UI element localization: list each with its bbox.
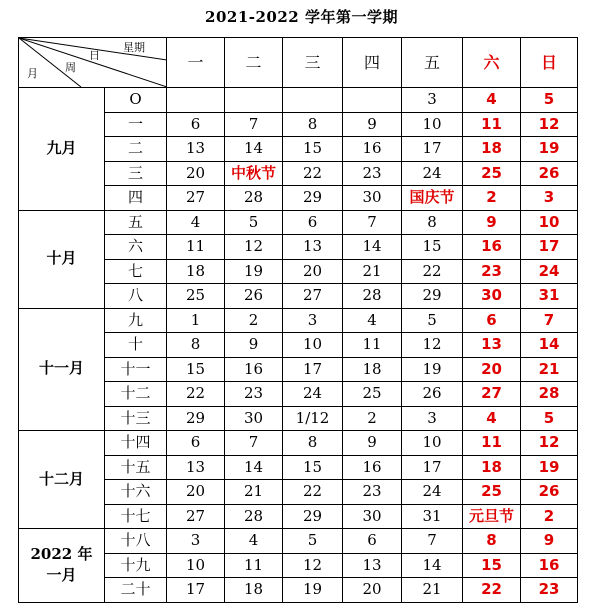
date-cell: 26	[225, 284, 283, 309]
date-cell	[343, 88, 402, 113]
date-cell: 10	[402, 112, 463, 137]
weekend-date-cell: 9	[463, 210, 521, 235]
date-cell: 10	[167, 553, 225, 578]
date-cell: 22	[283, 161, 343, 186]
date-cell: 7	[402, 529, 463, 554]
holiday-label: 国庆节	[402, 186, 463, 211]
corner-label-week: 周	[65, 61, 76, 74]
weekend-date-cell: 18	[463, 137, 521, 162]
weekend-date-cell: 12	[521, 112, 578, 137]
date-cell: 12	[225, 235, 283, 260]
date-cell: 20	[167, 161, 225, 186]
weekend-date-cell: 16	[521, 553, 578, 578]
date-cell: 17	[283, 357, 343, 382]
weekend-date-cell: 21	[521, 357, 578, 382]
date-cell: 7	[225, 431, 283, 456]
day-header-thu: 四	[343, 38, 402, 88]
date-cell: 26	[402, 382, 463, 407]
date-cell: 3	[402, 88, 463, 113]
date-cell: 13	[167, 455, 225, 480]
week-number: 一	[105, 112, 167, 137]
day-header-sat: 六	[463, 38, 521, 88]
date-cell: 16	[343, 455, 402, 480]
date-cell: 7	[225, 112, 283, 137]
date-cell: 22	[167, 382, 225, 407]
date-cell: 12	[402, 333, 463, 358]
week-row	[19, 431, 578, 456]
weekend-date-cell: 5	[521, 406, 578, 431]
date-cell: 14	[343, 235, 402, 260]
weekend-date-cell: 24	[521, 259, 578, 284]
date-cell: 16	[225, 357, 283, 382]
weekend-date-cell: 16	[463, 235, 521, 260]
holiday-label: 中秋节	[225, 161, 283, 186]
day-header-mon: 一	[167, 38, 225, 88]
month-label: 2022 年 一月	[19, 529, 105, 603]
weekend-date-cell: 5	[521, 88, 578, 113]
date-cell: 15	[402, 235, 463, 260]
date-cell: 6	[283, 210, 343, 235]
weekend-date-cell: 4	[463, 88, 521, 113]
date-cell: 23	[343, 161, 402, 186]
weekend-date-cell: 27	[463, 382, 521, 407]
week-number: 十二	[105, 382, 167, 407]
date-cell: 8	[283, 112, 343, 137]
date-cell: 2	[225, 308, 283, 333]
date-cell: 27	[283, 284, 343, 309]
calendar-title: 2021-2022 学年第一学期	[205, 8, 398, 26]
date-cell: 15	[283, 137, 343, 162]
date-cell: 20	[343, 578, 402, 603]
weekend-date-cell: 23	[521, 578, 578, 603]
day-header-wed: 三	[283, 38, 343, 88]
date-cell: 25	[167, 284, 225, 309]
date-cell: 29	[402, 284, 463, 309]
date-cell: 19	[402, 357, 463, 382]
date-cell: 20	[283, 259, 343, 284]
date-cell: 13	[343, 553, 402, 578]
date-cell: 14	[225, 137, 283, 162]
date-cell: 9	[225, 333, 283, 358]
weekend-date-cell: 19	[521, 455, 578, 480]
date-cell: 9	[343, 112, 402, 137]
holiday-label: 元旦节	[463, 504, 521, 529]
date-cell: 6	[167, 431, 225, 456]
date-cell: 15	[167, 357, 225, 382]
date-cell: 15	[283, 455, 343, 480]
weekend-date-cell: 7	[521, 308, 578, 333]
day-header-tue: 二	[225, 38, 283, 88]
date-cell: 17	[402, 137, 463, 162]
week-row	[19, 88, 578, 113]
date-cell: 8	[283, 431, 343, 456]
date-cell: 8	[167, 333, 225, 358]
corner-label-weekday: 星期	[123, 41, 145, 54]
weekend-date-cell: 15	[463, 553, 521, 578]
weekend-date-cell: 6	[463, 308, 521, 333]
weekend-date-cell: 31	[521, 284, 578, 309]
weekend-date-cell: 9	[521, 529, 578, 554]
weekend-date-cell: 3	[521, 186, 578, 211]
week-number: O	[105, 88, 167, 113]
date-cell: 5	[402, 308, 463, 333]
date-cell: 5	[283, 529, 343, 554]
weekend-date-cell: 25	[463, 161, 521, 186]
date-cell: 22	[402, 259, 463, 284]
date-cell: 27	[167, 186, 225, 211]
month-label: 九月	[19, 88, 105, 211]
week-row	[19, 529, 578, 554]
week-number: 十七	[105, 504, 167, 529]
date-cell: 17	[402, 455, 463, 480]
weekend-date-cell: 11	[463, 431, 521, 456]
date-cell: 11	[225, 553, 283, 578]
weekend-date-cell: 2	[521, 504, 578, 529]
week-number: 十一	[105, 357, 167, 382]
date-cell: 21	[402, 578, 463, 603]
date-cell: 24	[402, 480, 463, 505]
week-number: 十五	[105, 455, 167, 480]
week-number: 十	[105, 333, 167, 358]
day-header-fri: 五	[402, 38, 463, 88]
date-cell: 19	[225, 259, 283, 284]
week-number: 十三	[105, 406, 167, 431]
date-cell: 4	[167, 210, 225, 235]
weekend-date-cell: 17	[521, 235, 578, 260]
semester-calendar-table	[18, 37, 578, 603]
date-cell: 4	[225, 529, 283, 554]
corner-label-month: 月	[27, 67, 38, 80]
date-cell: 4	[343, 308, 402, 333]
month-label: 十二月	[19, 431, 105, 529]
week-row	[19, 210, 578, 235]
date-cell: 14	[225, 455, 283, 480]
date-cell: 12	[283, 553, 343, 578]
week-number: 四	[105, 186, 167, 211]
date-cell: 20	[167, 480, 225, 505]
date-cell: 5	[225, 210, 283, 235]
date-cell: 24	[402, 161, 463, 186]
date-cell: 30	[343, 504, 402, 529]
week-number: 九	[105, 308, 167, 333]
month-label: 十一月	[19, 308, 105, 431]
weekend-date-cell: 11	[463, 112, 521, 137]
date-cell: 2	[343, 406, 402, 431]
weekend-date-cell: 18	[463, 455, 521, 480]
weekend-date-cell: 26	[521, 480, 578, 505]
date-cell: 21	[343, 259, 402, 284]
date-cell: 6	[167, 112, 225, 137]
date-cell	[167, 88, 225, 113]
date-cell: 30	[343, 186, 402, 211]
corner-label-day: 日	[89, 49, 100, 62]
header-row	[19, 38, 578, 88]
date-cell: 18	[225, 578, 283, 603]
date-cell: 18	[343, 357, 402, 382]
month-label: 十月	[19, 210, 105, 308]
date-cell: 18	[167, 259, 225, 284]
week-number: 二	[105, 137, 167, 162]
date-cell: 17	[167, 578, 225, 603]
date-cell: 13	[283, 235, 343, 260]
date-cell: 23	[225, 382, 283, 407]
weekend-date-cell: 25	[463, 480, 521, 505]
date-cell: 7	[343, 210, 402, 235]
date-cell: 3	[402, 406, 463, 431]
week-number: 三	[105, 161, 167, 186]
weekend-date-cell: 13	[463, 333, 521, 358]
weekend-date-cell: 14	[521, 333, 578, 358]
date-cell: 9	[343, 431, 402, 456]
weekend-date-cell: 20	[463, 357, 521, 382]
date-cell: 29	[283, 186, 343, 211]
corner-header-cell	[19, 38, 167, 88]
date-cell: 11	[343, 333, 402, 358]
date-cell: 29	[283, 504, 343, 529]
date-cell: 29	[167, 406, 225, 431]
date-cell: 1	[167, 308, 225, 333]
date-cell: 6	[343, 529, 402, 554]
date-cell: 28	[343, 284, 402, 309]
date-cell: 3	[283, 308, 343, 333]
date-cell	[283, 88, 343, 113]
date-cell	[225, 88, 283, 113]
date-cell: 28	[225, 504, 283, 529]
week-row	[19, 308, 578, 333]
week-number: 十八	[105, 529, 167, 554]
week-number: 六	[105, 235, 167, 260]
weekend-date-cell: 30	[463, 284, 521, 309]
date-cell: 10	[283, 333, 343, 358]
week-number: 二十	[105, 578, 167, 603]
weekend-date-cell: 2	[463, 186, 521, 211]
date-cell: 16	[343, 137, 402, 162]
date-cell: 11	[167, 235, 225, 260]
date-cell: 30	[225, 406, 283, 431]
date-cell: 25	[343, 382, 402, 407]
date-cell: 27	[167, 504, 225, 529]
date-cell: 19	[283, 578, 343, 603]
weekend-date-cell: 26	[521, 161, 578, 186]
weekend-date-cell: 19	[521, 137, 578, 162]
date-cell: 8	[402, 210, 463, 235]
date-cell: 24	[283, 382, 343, 407]
date-cell: 1/12	[283, 406, 343, 431]
week-number: 十六	[105, 480, 167, 505]
weekend-date-cell: 12	[521, 431, 578, 456]
date-cell: 13	[167, 137, 225, 162]
date-cell: 28	[225, 186, 283, 211]
weekend-date-cell: 23	[463, 259, 521, 284]
day-header-sun: 日	[521, 38, 578, 88]
weekend-date-cell: 10	[521, 210, 578, 235]
date-cell: 14	[402, 553, 463, 578]
week-number: 十九	[105, 553, 167, 578]
week-number: 五	[105, 210, 167, 235]
weekend-date-cell: 28	[521, 382, 578, 407]
date-cell: 23	[343, 480, 402, 505]
weekend-date-cell: 4	[463, 406, 521, 431]
date-cell: 31	[402, 504, 463, 529]
week-number: 七	[105, 259, 167, 284]
weekend-date-cell: 8	[463, 529, 521, 554]
week-number: 十四	[105, 431, 167, 456]
week-number: 八	[105, 284, 167, 309]
date-cell: 10	[402, 431, 463, 456]
date-cell: 21	[225, 480, 283, 505]
weekend-date-cell: 22	[463, 578, 521, 603]
date-cell: 3	[167, 529, 225, 554]
date-cell: 22	[283, 480, 343, 505]
